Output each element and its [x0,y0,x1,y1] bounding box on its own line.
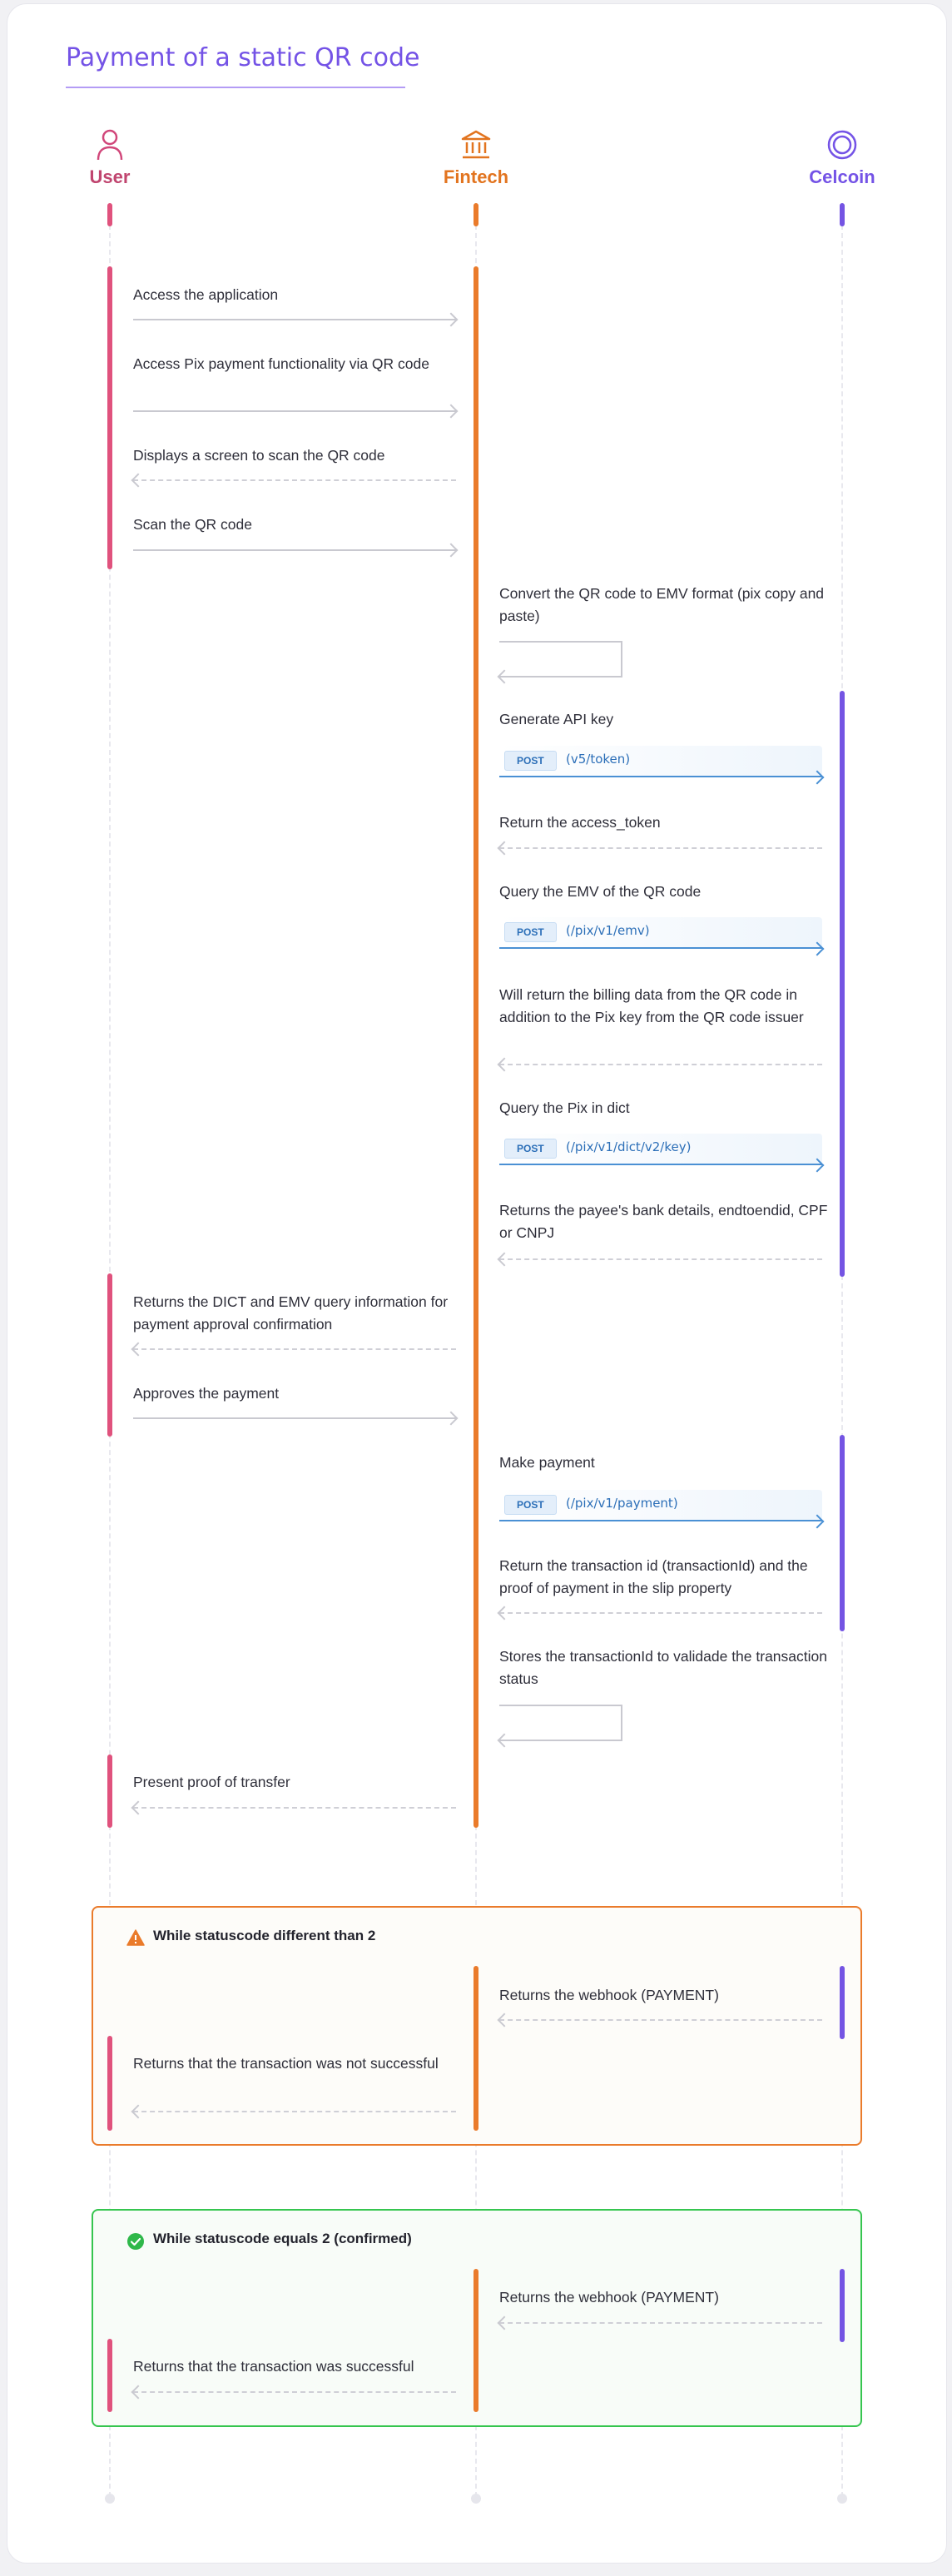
celcoin-header-stub [840,203,845,226]
response-arrow [499,2019,822,2021]
celcoin-activation-bar [840,1966,845,2039]
celcoin-activation-bar [840,691,845,1277]
message-label: Will return the billing data from the QR code in addition to the Pix key from the QR code issuer [499,986,804,1025]
message-label: Displays a screen to scan the QR code [133,447,385,464]
http-method-badge: POST [504,751,557,771]
title-underline [66,87,405,88]
lifeline-end [105,2494,115,2504]
message-label: Convert the QR code to EMV format (pix copy and paste) [499,585,825,624]
message-label: Returns that the transaction was not successful [133,2055,439,2072]
response-arrow [133,1348,456,1350]
message-label: Query the EMV of the QR code [499,883,702,900]
api-call-emv[interactable] [499,917,822,949]
response-arrow [499,1064,822,1065]
fintech-header-stub [474,203,478,226]
message-label: Returns the webhook (PAYMENT) [499,2289,719,2305]
api-endpoint-path: (/pix/v1/dict/v2/key) [566,1139,692,1154]
fintech-activation-bar [474,2269,478,2412]
fintech-activation-bar [474,266,478,1828]
diagram-title: Payment of a static QR code [66,43,420,72]
user-header-stub [107,203,112,226]
message-label: Approves the payment [133,1385,280,1402]
actor-celcoin [784,128,900,188]
api-endpoint-path: (/pix/v1/emv) [566,923,650,938]
message-label: Generate API key [499,711,614,727]
message-label: Return the access_token [499,814,661,831]
message-label: Access Pix payment functionality via QR code [133,355,429,372]
response-arrow [499,1612,822,1614]
message-label: Stores the transactionId to validade the transaction status [499,1648,827,1687]
message-label: Return the transaction id (transactionId) and the proof of payment in the slip property [499,1557,808,1596]
lifeline-end [471,2494,481,2504]
message-label: Access the application [133,286,279,303]
api-call-payment[interactable] [499,1490,822,1521]
http-method-badge: POST [504,922,557,942]
actor-fintech [418,128,534,188]
self-call-arrow [499,1705,622,1741]
celcoin-lifeline [841,216,843,2497]
bank-icon [459,128,493,161]
actor-fintech-label: Fintech [443,166,509,187]
http-method-badge: POST [504,1495,557,1515]
user-activation-bar [107,1755,112,1828]
actor-user-label: User [89,166,131,187]
warning-icon [126,1929,145,1946]
actor-user [52,128,168,188]
loop-frame-title: While statuscode equals 2 (confirmed) [153,2231,412,2246]
response-arrow [133,1807,456,1809]
celcoin-activation-bar [840,1435,845,1631]
request-arrow [133,319,456,320]
request-arrow [133,549,456,551]
message-label: Returns the webhook (PAYMENT) [499,1987,719,2003]
response-arrow [133,479,456,481]
api-endpoint-path: (v5/token) [566,752,631,767]
message-label: Scan the QR code [133,516,252,533]
actor-celcoin-label: Celcoin [809,166,875,187]
response-arrow [133,2111,456,2112]
request-arrow [133,410,456,412]
response-arrow [499,2322,822,2324]
user-activation-bar [107,266,112,569]
message-label: Returns that the transaction was successful [133,2358,414,2375]
loop-frame-title: While statuscode different than 2 [153,1928,376,1943]
celcoin-activation-bar [840,2269,845,2342]
message-label: Returns the payee's bank details, endtoendid, CPF or CNPJ [499,1202,828,1241]
message-label: Query the Pix in dict [499,1099,630,1116]
api-call-token[interactable] [499,746,822,777]
check-circle-icon [126,2232,145,2251]
request-arrow [133,1417,456,1419]
lifeline-end [837,2494,847,2504]
http-method-badge: POST [504,1139,557,1159]
api-endpoint-path: (/pix/v1/payment) [566,1496,678,1511]
user-icon [96,128,124,161]
self-call-arrow [499,641,622,678]
user-activation-bar [107,1273,112,1437]
user-activation-bar [107,2036,112,2131]
message-label: Returns the DICT and EMV query information for payment approval confirmation [133,1293,449,1333]
response-arrow [499,847,822,849]
message-label: Make payment [499,1454,595,1471]
fintech-activation-bar [474,1966,478,2131]
response-arrow [499,1258,822,1260]
user-activation-bar [107,2339,112,2412]
api-call-dict[interactable] [499,1134,822,1165]
response-arrow [133,2391,456,2393]
celcoin-logo-icon [826,128,859,161]
message-label: Present proof of transfer [133,1774,290,1790]
